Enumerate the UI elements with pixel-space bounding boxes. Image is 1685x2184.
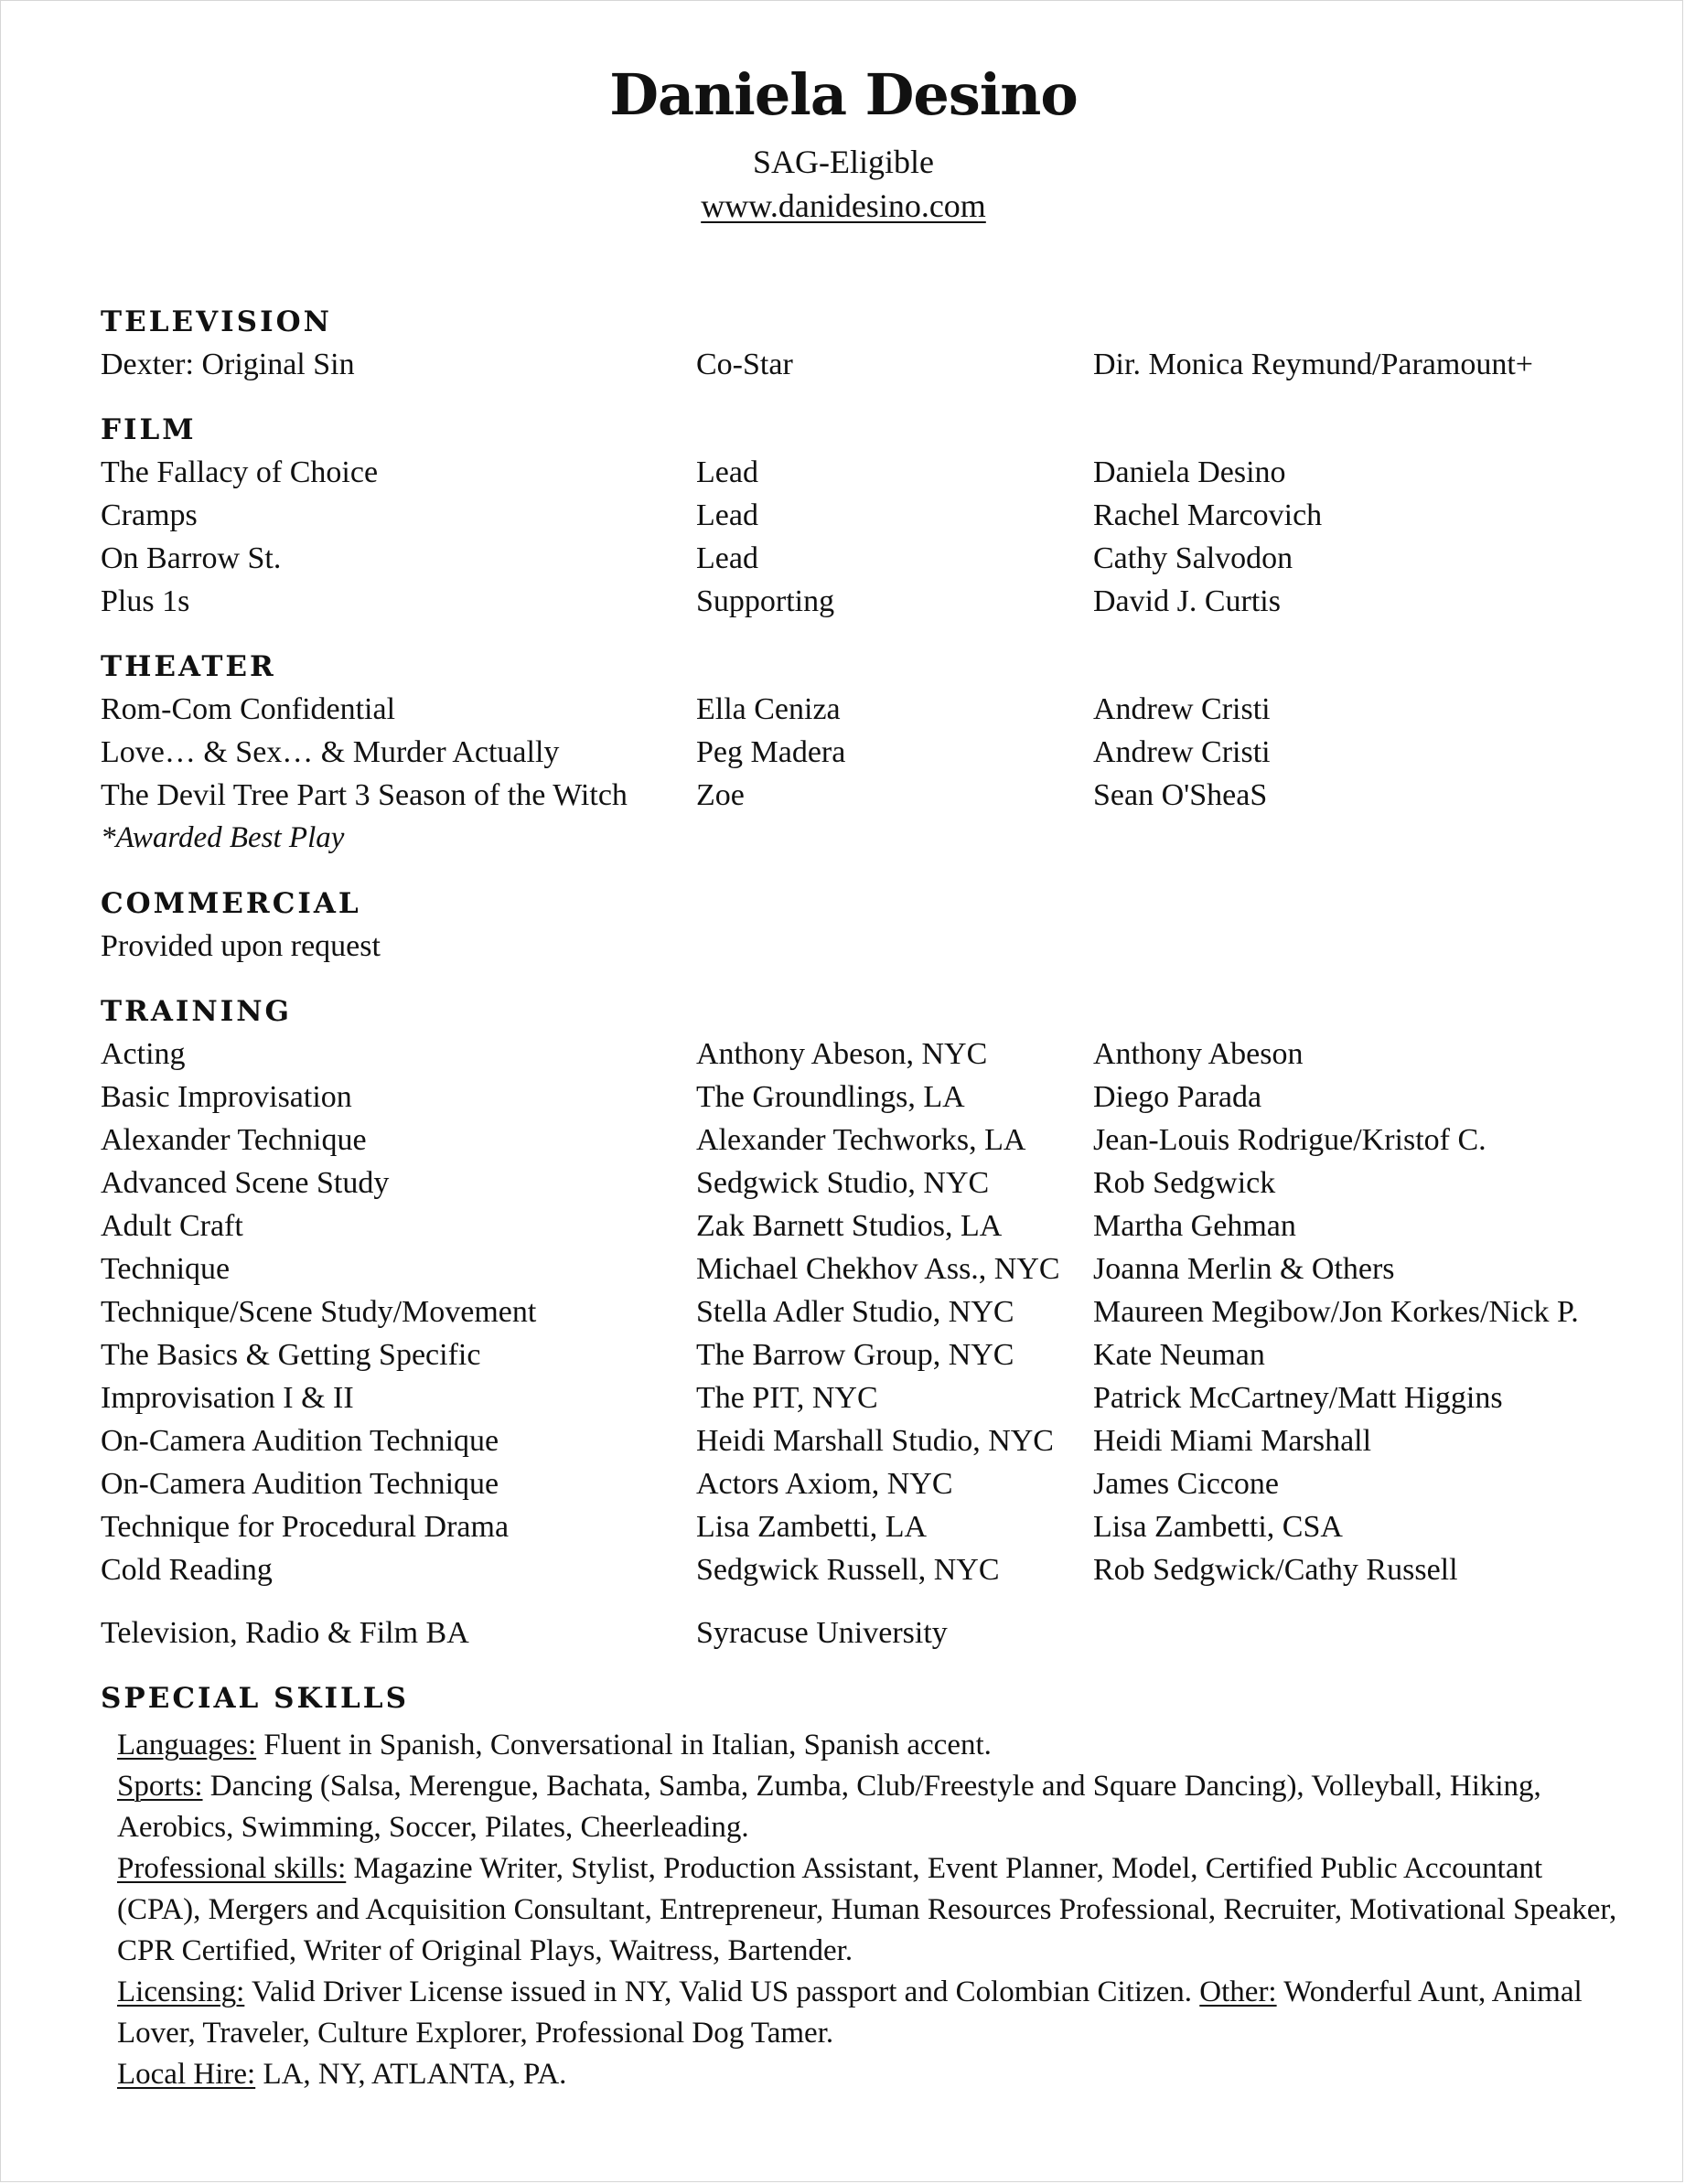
credit-school: Alexander Techworks, LA bbox=[696, 1123, 1026, 1157]
credit-row bbox=[101, 1204, 1619, 1247]
credit-project: Rom-Com Confidential bbox=[101, 692, 396, 726]
credit-row bbox=[101, 494, 1619, 537]
credit-school: The Groundlings, LA bbox=[696, 1080, 965, 1114]
credit-row bbox=[101, 1333, 1619, 1376]
film-section bbox=[101, 409, 1619, 623]
credit-credit: Sean O'SheaS bbox=[1093, 778, 1268, 812]
credit-teacher: Jean-Louis Rodrigue/Kristof C. bbox=[1093, 1123, 1486, 1157]
special-skills-heading: SPECIAL SKILLS bbox=[101, 1682, 409, 1715]
credit-course: Technique for Procedural Drama bbox=[101, 1510, 510, 1544]
credit-row bbox=[101, 774, 1619, 817]
credit-teacher: Diego Parada bbox=[1093, 1080, 1262, 1114]
credit-row bbox=[101, 1162, 1619, 1204]
credit-school: Zak Barnett Studios, LA bbox=[696, 1209, 1003, 1243]
professional-text: Magazine Writer, Stylist, Production Assistant, Event Planner, Model, Certified Public Accountant (CPA), Mergers and Acquisition Consultant, Entrepreneur, Human Resources Professional, Recruiter, Motivational Speaker, CPR Certified, Writer of Original Plays, Waitress, Bartender. bbox=[117, 1852, 1617, 1967]
television-list bbox=[101, 343, 1619, 386]
credit-course: Cold Reading bbox=[101, 1553, 273, 1587]
resume-body bbox=[101, 301, 1619, 2095]
commercial-heading: COMMERCIAL bbox=[101, 887, 361, 920]
credit-row bbox=[101, 1119, 1619, 1162]
skill-professional bbox=[117, 1848, 1617, 1972]
credit-course: On-Camera Audition Technique bbox=[101, 1424, 499, 1458]
sports-text: Dancing (Salsa, Merengue, Bachata, Samba, Zumba, Club/Freestyle and Square Dancing), Volleyball, Hiking, Aerobics, Swimming, Soccer, Pilates, Cheerleading. bbox=[117, 1770, 1541, 1844]
sports-label: Sports: bbox=[117, 1770, 203, 1803]
skill-licensing bbox=[117, 1972, 1617, 2054]
credit-row bbox=[101, 1076, 1619, 1119]
credit-school: Anthony Abeson, NYC bbox=[696, 1037, 988, 1071]
credit-course: Technique bbox=[101, 1252, 231, 1286]
credit-project: Dexter: Original Sin bbox=[101, 348, 355, 381]
credit-row bbox=[101, 1290, 1619, 1333]
degree-name: Television, Radio & Film BA bbox=[101, 1616, 469, 1650]
credit-role: Ella Ceniza bbox=[696, 692, 841, 726]
credit-teacher: Maureen Megibow/Jon Korkes/Nick P. bbox=[1093, 1295, 1579, 1329]
theater-heading: THEATER bbox=[101, 650, 276, 683]
credit-project: Plus 1s bbox=[101, 584, 190, 618]
credit-project: Love… & Sex… & Murder Actually bbox=[101, 735, 560, 769]
credit-course: On-Camera Audition Technique bbox=[101, 1467, 499, 1501]
skill-local-hire bbox=[117, 2054, 1617, 2095]
credit-role: Peg Madera bbox=[696, 735, 846, 769]
credit-course: Technique/Scene Study/Movement bbox=[101, 1295, 537, 1329]
degree-school: Syracuse University bbox=[696, 1616, 948, 1650]
credit-role: Lead bbox=[696, 541, 758, 575]
credit-project: The Devil Tree Part 3 Season of the Witch bbox=[101, 778, 628, 812]
credit-course: Adult Craft bbox=[101, 1209, 243, 1243]
credit-project: Cramps bbox=[101, 498, 198, 532]
credit-teacher: Heidi Miami Marshall bbox=[1093, 1424, 1372, 1458]
credit-credit: Andrew Cristi bbox=[1093, 735, 1271, 769]
commercial-text: Provided upon request bbox=[101, 929, 381, 963]
credit-course: Improvisation I & II bbox=[101, 1381, 354, 1415]
television-heading: TELEVISION bbox=[101, 305, 332, 338]
credit-row bbox=[101, 580, 1619, 623]
credit-teacher: Kate Neuman bbox=[1093, 1338, 1265, 1372]
local-hire-label: Local Hire: bbox=[117, 2058, 256, 2091]
credit-school: Sedgwick Russell, NYC bbox=[696, 1553, 1000, 1587]
theater-section bbox=[101, 646, 1619, 860]
credit-teacher: Martha Gehman bbox=[1093, 1209, 1296, 1243]
credit-school: Actors Axiom, NYC bbox=[696, 1467, 953, 1501]
special-skills-section bbox=[101, 1677, 1619, 2095]
resume-header bbox=[1, 54, 1685, 228]
credit-role: Co-Star bbox=[696, 348, 793, 381]
credit-school: Sedgwick Studio, NYC bbox=[696, 1166, 990, 1200]
theater-list bbox=[101, 688, 1619, 817]
credit-school: Stella Adler Studio, NYC bbox=[696, 1295, 1014, 1329]
degree-row bbox=[101, 1611, 1619, 1654]
credit-teacher: Anthony Abeson bbox=[1093, 1037, 1304, 1071]
credit-school: Michael Chekhov Ass., NYC bbox=[696, 1252, 1060, 1286]
actor-name: Daniela Desino bbox=[609, 61, 1078, 128]
television-section bbox=[101, 301, 1619, 386]
credit-credit: Daniela Desino bbox=[1093, 455, 1286, 489]
credit-credit: Andrew Cristi bbox=[1093, 692, 1271, 726]
credit-course: Basic Improvisation bbox=[101, 1080, 352, 1114]
skill-sports bbox=[117, 1766, 1617, 1848]
licensing-label: Licensing: bbox=[117, 1975, 245, 2008]
credit-credit: Dir. Monica Reymund/Paramount+ bbox=[1093, 348, 1533, 381]
credit-school: Lisa Zambetti, LA bbox=[696, 1510, 928, 1544]
credit-role: Zoe bbox=[696, 778, 745, 812]
credit-school: The PIT, NYC bbox=[696, 1381, 878, 1415]
credit-role: Lead bbox=[696, 498, 758, 532]
credit-row bbox=[101, 1505, 1619, 1548]
languages-text: Fluent in Spanish, Conversational in Italian, Spanish accent. bbox=[256, 1729, 992, 1761]
credit-row bbox=[101, 688, 1619, 731]
credit-row bbox=[101, 537, 1619, 580]
credit-row bbox=[101, 1419, 1619, 1462]
credit-credit: David J. Curtis bbox=[1093, 584, 1281, 618]
skill-languages bbox=[117, 1725, 1617, 1766]
union-status: SAG-Eligible bbox=[753, 144, 934, 180]
credit-role: Lead bbox=[696, 455, 758, 489]
credit-teacher: Joanna Merlin & Others bbox=[1093, 1252, 1395, 1286]
credit-project: On Barrow St. bbox=[101, 541, 282, 575]
training-list bbox=[101, 1033, 1619, 1591]
special-skills-body bbox=[101, 1725, 1617, 2095]
credit-course: The Basics & Getting Specific bbox=[101, 1338, 481, 1372]
film-heading: FILM bbox=[101, 413, 197, 446]
credit-row bbox=[101, 731, 1619, 774]
commercial-section bbox=[101, 883, 1619, 968]
film-list bbox=[101, 451, 1619, 623]
training-section bbox=[101, 990, 1619, 1654]
credit-teacher: James Ciccone bbox=[1093, 1467, 1279, 1501]
credit-credit: Rachel Marcovich bbox=[1093, 498, 1323, 532]
credit-course: Alexander Technique bbox=[101, 1123, 367, 1157]
credit-row bbox=[101, 1033, 1619, 1076]
licensing-text: Valid Driver License issued in NY, Valid US passport and Colombian Citizen. bbox=[244, 1975, 1200, 2008]
professional-label: Professional skills: bbox=[117, 1852, 347, 1885]
other-label: Other: bbox=[1199, 1975, 1277, 2008]
credit-teacher: Rob Sedgwick bbox=[1093, 1166, 1276, 1200]
credit-project: The Fallacy of Choice bbox=[101, 455, 379, 489]
credit-row bbox=[101, 1376, 1619, 1419]
languages-label: Languages: bbox=[117, 1729, 257, 1761]
theater-award-note: *Awarded Best Play bbox=[101, 821, 345, 854]
credit-row bbox=[101, 1247, 1619, 1290]
credit-course: Acting bbox=[101, 1037, 186, 1071]
credit-teacher: Rob Sedgwick/Cathy Russell bbox=[1093, 1553, 1458, 1587]
credit-teacher: Patrick McCartney/Matt Higgins bbox=[1093, 1381, 1503, 1415]
local-hire-text: LA, NY, ATLANTA, PA. bbox=[255, 2058, 567, 2091]
credit-school: Heidi Marshall Studio, NYC bbox=[696, 1424, 1054, 1458]
credit-teacher: Lisa Zambetti, CSA bbox=[1093, 1510, 1343, 1544]
commercial-text-row bbox=[101, 925, 1619, 968]
credit-credit: Cathy Salvodon bbox=[1093, 541, 1293, 575]
other-text: Wonderful Aunt, Animal Lover, Traveler, Culture Explorer, Professional Dog Tamer. bbox=[117, 1975, 1583, 2050]
website-link[interactable]: www.danidesino.com bbox=[701, 187, 986, 224]
credit-school: The Barrow Group, NYC bbox=[696, 1338, 1014, 1372]
credit-role: Supporting bbox=[696, 584, 835, 618]
credit-row bbox=[101, 1462, 1619, 1505]
credit-course: Advanced Scene Study bbox=[101, 1166, 390, 1200]
training-heading: TRAINING bbox=[101, 995, 293, 1028]
credit-row bbox=[101, 451, 1619, 494]
credit-row bbox=[101, 1548, 1619, 1591]
credit-row bbox=[101, 343, 1619, 386]
